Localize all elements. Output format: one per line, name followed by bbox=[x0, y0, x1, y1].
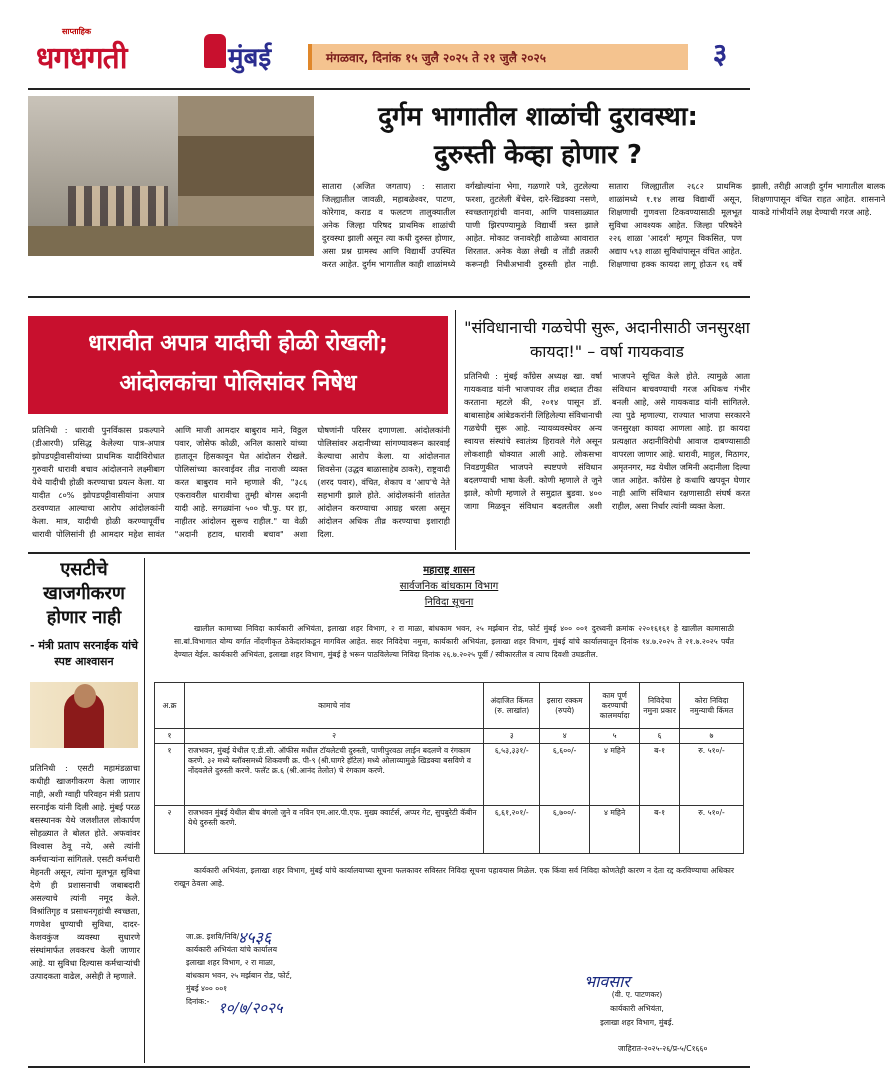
table-header: काम पूर्ण करण्याची कालमर्यादा bbox=[590, 683, 640, 729]
tender-notice bbox=[148, 558, 750, 1060]
article3-body: प्रतिनिधी : मुंबई काँग्रेस अध्यक्ष खा. वर्षा गायकवाड यांनी भाजपावर तीव्र शब्दात टीका करताना म्हटले की, २०१४ पासून डॉ. बाबासाहेब आंबेडकरांनी लिहिलेल्या संविधानाची गळचेपी सुरू आहे. न्यायव्यवस्थेवर अन्य स्वायत्त संस्थांचे स्वातंत्र्य हिरावले गेले असून लोकशाही धोक्यात आली आहे. लोकसभा निवडणुकीत भाजपने स्पष्टपणे संविधान बदलण्याची भाषा केली. कोणी म्हणाले ते जुने झाले, कोणी म्हणाले ते समुद्रात बुडवा. ४०० जागा मिळवून संविधान बदलतील अशी भाजपने सूचित केले होते. त्यामुळे आता संविधान बाचवण्याची गरज अधिकच गंभीर बनली आहे, असे गायकवाड यांनी सांगितले. त्या पुढे म्हणाल्या, राज्यात भाजपा सरकारने जनसुरक्षा कायदा आणला आहे. हा कायदा प्रत्यक्षात अदानीविरोधी आवाज दाबण्यासाठी वापरला जाणार आहे. धारावी, माहुल, मिठागर, अमृतनगर, मढ येथील जमिनी अदानीला दिल्या जात आहेत. काँग्रेस हे कधापि खपवून घेणार नाही आणि संविधान रक्षणासाठी संघर्ष करत राहील, असा निर्धार त्यांनी व्यक्त केला. bbox=[464, 371, 750, 511]
signer-title: कार्यकारी अभियंता, bbox=[610, 1004, 664, 1013]
minister-photo bbox=[30, 682, 138, 748]
tender-org: महाराष्ट्र शासन bbox=[423, 565, 475, 576]
ref-number: जा.क्र. इशवि/निवि/ bbox=[186, 932, 240, 941]
header-divider bbox=[28, 88, 750, 90]
table-row: १ राजभवन, मुंबई येथील ए.डी.सी. ऑफीस मधील टॉयलेटची दुरुस्ती, पाणीपुरवठा लाईन बदलणे व रंगकाम करणे. ३२ मध्ये ब्लॉक्समध्ये शिकवणी क्र. पी-९ (श्री.घागरे हॉटेल) मध्ये ओलाव्यामुळे खिडक्या बसविणे व नोंदवलेले दुरुस्ती करणे. फलॅट क्र.६ (श्री.आनंद तेलोत) चे रंगकाम करणे. ६,५३,३३१/- ६,६००/- ४ महिने ब-१ रु. ५१०/- bbox=[155, 744, 744, 806]
issue-date-bar bbox=[308, 44, 688, 70]
article3-headline: "संविधानाची गळचेपी सुरू, अदानीसाठी जनसुरक्षा कायदा!" – वर्षा गायकवाड bbox=[464, 318, 750, 361]
signature: भावसार bbox=[584, 972, 630, 991]
advert-code: जाहिरात-२०२५-२६/प्र-५/C१६६० bbox=[618, 1044, 708, 1053]
signer-name: (वी. ए. पाटणकर) bbox=[611, 990, 663, 999]
date-label: दिनांक:- bbox=[186, 997, 210, 1006]
issue-date: मंगळवार, दिनांक १५ जुलै २०२५ ते २१ जुलै २०२५ bbox=[326, 51, 546, 65]
table-header: कामाचे नांव bbox=[184, 683, 483, 729]
handwritten-ref-number: ४५३६ bbox=[238, 928, 272, 947]
table-header: अंदाजित किंमत (रु. लाखांत) bbox=[484, 683, 540, 729]
masthead-city: मुंबई bbox=[228, 43, 272, 73]
masthead-name: धगधगती bbox=[36, 41, 127, 76]
table-header: अ.क्र bbox=[155, 683, 185, 729]
tender-note: कार्यकारी अभियंता, इलाखा शहर विभाग, मुंबई यांचे कार्यालयाच्या सूचना फलकावर सविस्तर निविदा सूचना पहावयास मिळेल. एक किंवा सर्व निविदा कोणतेही कारण न देता रद्द करविण्याचा अधिकार राखून ठेवला आहे. bbox=[174, 866, 734, 888]
section-divider-2 bbox=[28, 552, 750, 554]
tender-title: निविदा सूचना bbox=[424, 597, 474, 608]
raised-fist-icon bbox=[204, 34, 226, 68]
table-row: १ २ ३ ४ ५ ६ ७ bbox=[155, 729, 744, 744]
masthead-weekly: साप्ताहिक bbox=[62, 27, 92, 36]
column-divider-2 bbox=[144, 558, 145, 1063]
tender-table bbox=[154, 682, 744, 854]
signer-block bbox=[562, 988, 712, 1030]
table-header: इसारा रक्कम (रुपये) bbox=[540, 683, 590, 729]
signer-office: इलाखा शहर विभाग, मुंबई. bbox=[600, 1018, 674, 1027]
article2-body: प्रतिनिधी : धारावी पुनर्विकास प्रकल्पाने (डीआरपी) प्रसिद्ध केलेल्या पात्र-अपात्र झोपडपट्टीवासीयांच्या प्राथमिक यादीविरोधात गुरुवारी धारावी बचाव आंदोलनाने लक्ष्मीबाग येथे यादीची होळी करण्याचा प्रयत्न केला. या यादीत ८०% झोपडपट्टीवासीयांना अपात्र ठरवण्यात आल्याचा आरोप आंदोलकांनी केला. मात्र, यादीची होळी करण्यापूर्वीच धारावी पोलिसांनी ही आमदार महेश सावंत आणि माजी आमदार बाबुराव माने, विठ्ठल पवार, जोसेफ कोळी, अनिल कासारे यांच्या हातातून हिसकावून घेत आंदोलन रोखले. पोलिसांच्या कारवाईवर तीव्र नाराजी व्यक्त करत बाबुराव माने म्हणाले की, "३८६ एकरावरील धारावीचा तुम्ही बोगस अदानी यादी आहे. सगळ्यांना ५०० चौ.फु. घर हा, नाहीतर आंदोलन सुरूच राहील." या वेळी "अदानी हटाव, धारावी बचाव" अशा घोषणांनी परिसर दणाणला. आंदोलकांनी पोलिसांवर अदानीच्या सांगण्यावरून कारवाई केल्याचा आरोप केला. या आंदोलनात शिवसेना (उद्धव बाळासाहेब ठाकरे), राष्ट्रवादी (शरद पवार), वंचित, शेकाप व 'आप'चे नेते सहभागी झाले होते. आंदोलकांनी शांततेत आंदोलन करण्याचा आग्रह धरला असून आंदोलन अधिक तीव्र करण्याचा इशाराही दिला. bbox=[32, 425, 450, 539]
article4-body: प्रतिनिधी : एसटी महामंडळाचा कधीही खाजगीकरण केला जाणार नाही, अशी ग्वाही परिवहन मंत्री प्रताप सरनाईक यांनी दिली आहे. मुंबई परळ बसस्थानक येथे जलशीतल लोकार्पण सोहळ्यात ते बोलत होते. अफवांवर विश्वास ठेवू नये, असे त्यांनी कर्मचाऱ्यांना सांगितले. एसटी कर्मचारी मेहनती असून, त्यांना मूलभूत सुविधा देणे ही प्रशासनाची जबाबदारी असल्याचे त्यांनी नमूद केले. विश्रांतिगृह व प्रसाधनगृहांची स्वच्छता, गणवेश धुण्याची सुविधा, दादर-केशवकुंज व्यवस्था सुधारणे संस्थांमार्फत लवकरच केली जाणार आहे. या सुविधा दिल्यास कर्मचाऱ्यांची उत्पादकता वाढेल, असेही ते म्हणाले. bbox=[30, 763, 140, 981]
tender-dept: सार्वजनिक बांधकाम विभाग bbox=[399, 581, 499, 592]
section-divider bbox=[28, 296, 750, 298]
school-photo bbox=[28, 96, 314, 256]
page-number: ३ bbox=[712, 37, 728, 70]
handwritten-date: १०/७/२०२५ bbox=[218, 999, 283, 1017]
footer-rule bbox=[28, 1066, 750, 1068]
column-divider bbox=[455, 310, 456, 550]
article1-headline: दुर्गम भागातील शाळांची दुरावस्था: दुरुस्ती केव्हा होणार ? bbox=[378, 102, 698, 170]
tender-intro: खालील कामाच्या निविदा कार्यकारी अभियंता, इलाखा शहर विभाग, २ रा माळा, बांधकाम भवन, २५ मर्झबान रोड, फोर्ट मुंबई ४०० ००१ दुरध्वनी क्रमांक २२०१६१६१ हे खालील कामासाठी सा.बां.विभागात योग्य वर्गात नोंदणीकृत ठेकेदारांकडून मागविल आहेत. सदर निविदेचा नमुना, कार्यकारी अभियंता, इलाखा शहर विभाग, मुंबई यांचे कार्यालयातून दिनांक १४.७.२०२५ ते २१.७.२०२५ पर्यंत देण्यात येईल. कार्यकारी अभियंता, इलाखा शहर विभाग, मुंबई हे भरून पाठविलेल्या निविदा दिनांक २६.७.२०२५ पूर्वी / स्वीकारतील व त्याच दिवशी उघडतील. bbox=[174, 624, 734, 659]
table-header: कोरा निविदा नमुन्याची किंमत bbox=[680, 683, 744, 729]
table-header: निविदेचा नमुना प्रकार bbox=[640, 683, 680, 729]
article2-headline-box bbox=[28, 316, 448, 414]
article2-headline: धारावीत अपात्र यादीची होळी रोखली; आंदोलकांचा पोलिसांवर निषेध bbox=[88, 331, 388, 396]
article1-body: सातारा (अजित जगताप) : सातारा जिल्ह्यातील जावळी, महाबळेश्वर, पाटण, कोरेगाव, कराड व फलटण तालुक्यातील अनेक जिल्हा परिषद प्राथमिक शाळांची दुरवस्था झाली असून त्या कधी दुरुस्त होणार, असा प्रश्न ग्रामस्थ आणि विद्यार्थी उपस्थित करत आहेत. दुर्गम भागातील काही शाळांमध्ये वर्गखोल्यांना भेगा, गळणारे पत्रे, तुटलेल्या फरशा, तुटलेली बेंचेस, दारे-खिडक्या नसणे, स्वच्छतागृहांची वानवा, आणि पावसाळ्यात पाणी झिरपण्यामुळे विद्यार्थी त्रस्त झाले आहेत. मोकाट जनावरेही शाळेच्या आवारात शिरतात. अनेक वेळा लेखी व तोंडी तक्रारी करूनही निधीअभावी दुरुस्ती होत नाही. सातारा जिल्ह्यातील २६८२ प्राथमिक शाळांमध्ये १.१४ लाख विद्यार्थी असून, शिक्षणाची गुणवत्ता टिकवण्यासाठी मूलभूत सुविधा आवश्यक आहेत. जिल्हा परिषदेने २२६ शाळा 'आदर्श' म्हणून विकसित, पण अद्याप ५९३ शाळा सुविधांपासून वंचित आहेत. शिक्षणाचा हक्क कायदा लागू होऊन १६ वर्षे झाली, तरीही आजही दुर्गम भागातील बालक शिक्षणापासून वंचित राहत आहेत. शासनाने याकडे गांभीर्याने लक्ष देण्याची गरज आहे. bbox=[322, 181, 885, 269]
masthead bbox=[28, 26, 308, 76]
article4-subhead: - मंत्री प्रताप सरनाईक यांचे स्पष्ट आश्वासन bbox=[30, 639, 138, 668]
article4-headline: एसटीचे खाजगीकरण होणार नाही bbox=[43, 559, 125, 628]
tender-reference: जा.क्र. इशवि/निवि/ कार्यकारी अभियंता यांचे कार्यालय इलाखा शहर विभाग, २ रा माळा, बांधकाम भवन, २५ मर्झबान रोड, फोर्ट, मुंबई ४०० ००१ दिनांक:- bbox=[186, 930, 386, 1008]
table-row: २ राजभवन मुंबई येथील बीच बंगलो जुने व नविन एम.आर.पी.एफ. मुख्य क्वार्टर्स, अप्पर गेट, सुपबुरेटी कॅबीन येथे दुरुस्ती करणे. ६,६१,२०१/- ६,७००/- ४ महिने ब-१ रु. ५१०/- bbox=[155, 806, 744, 854]
